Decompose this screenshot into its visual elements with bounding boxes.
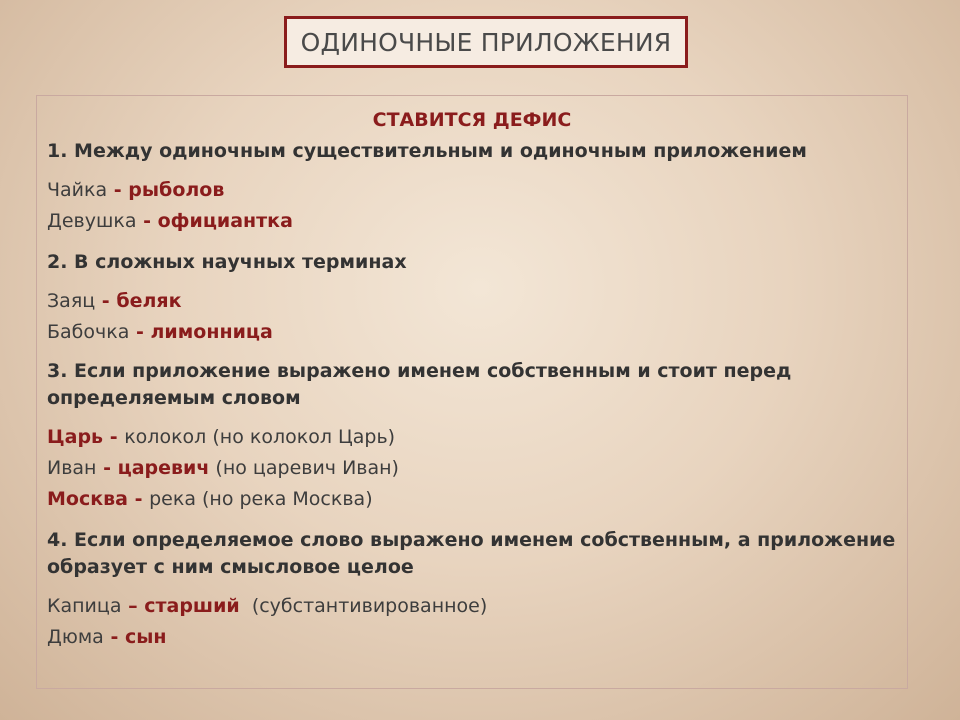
rule-4: 4. Если определяемое слово выражено именем собственным, а приложение образует с ним смысловое целое (47, 529, 896, 578)
example-2-2: Бабочка - лимонница (47, 321, 273, 343)
rule-3: 3. Если приложение выражено именем собственным и стоит перед определяемым словом (47, 360, 792, 409)
content-panel (36, 95, 908, 689)
example-1-2: Девушка - официантка (47, 210, 293, 232)
example-2-1: Заяц - беляк (47, 290, 182, 312)
example-3-3: Москва - река (но река Москва) (47, 488, 373, 510)
slide-title: ОДИНОЧНЫЕ ПРИЛОЖЕНИЯ (300, 27, 672, 57)
example-3-1: Царь - колокол (но колокол Царь) (47, 426, 396, 448)
section-heading: СТАВИТСЯ ДЕФИС (372, 109, 572, 131)
example-3-2: Иван - царевич (но царевич Иван) (47, 457, 399, 479)
example-4-1: Капица – старший (субстантивированное) (47, 595, 488, 617)
example-1-1: Чайка - рыболов (47, 179, 225, 201)
rule-1: 1. Между одиночным существительным и одиночным приложением (47, 140, 807, 162)
slide-title-box (284, 16, 688, 68)
rule-2: 2. В сложных научных терминах (47, 251, 407, 273)
example-4-2: Дюма - сын (47, 626, 167, 648)
